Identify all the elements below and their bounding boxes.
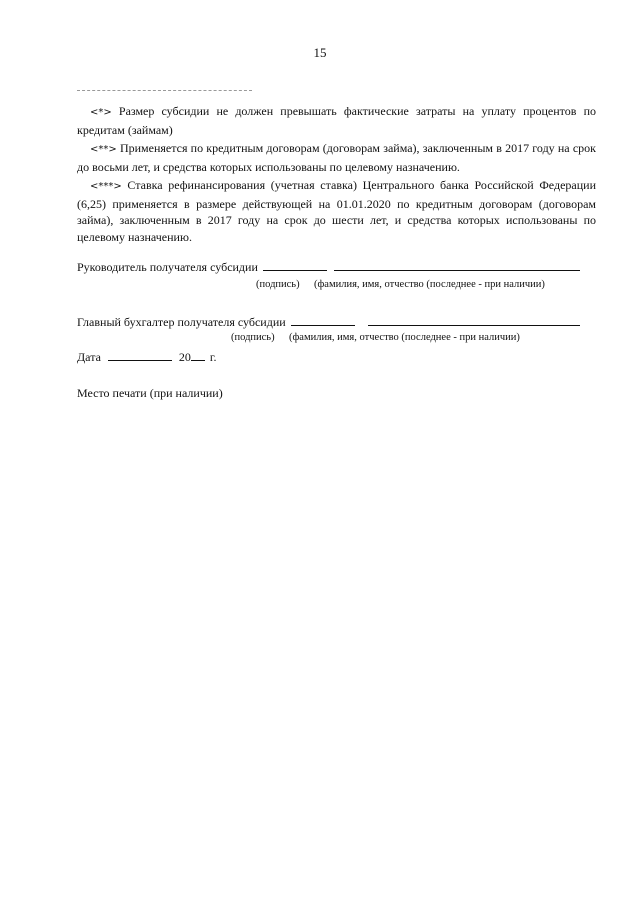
date-year-blank[interactable]: [191, 348, 205, 361]
accountant-signature-blank[interactable]: [291, 313, 355, 326]
footnote-mark: <*>: [90, 107, 112, 118]
date-label: Дата: [77, 350, 101, 364]
footnote-text: Размер субсидии не должен превышать фактические затраты на уплату процентов по кредитам (займам): [77, 104, 596, 137]
date-line: [77, 348, 217, 365]
head-name-blank[interactable]: [334, 258, 580, 271]
footnote-2: [77, 140, 596, 175]
accountant-signature-hint: (подпись): [231, 332, 275, 343]
head-label: Руководитель получателя субсидии: [77, 260, 258, 274]
date-year-prefix: 20: [178, 350, 191, 364]
footnotes: [77, 103, 596, 247]
footnote-mark: <***>: [90, 181, 122, 192]
stamp-place: Место печати (при наличии): [77, 386, 223, 400]
footnote-text: Применяется по кредитным договорам (договорам займа), заключенным в 2017 году на срок до восьми лет, и средства которых использованы по целевому назначению.: [77, 141, 596, 174]
date-year-suffix: г.: [209, 350, 217, 364]
head-signature-hint: (подпись): [256, 279, 300, 290]
accountant-label: Главный бухгалтер получателя субсидии: [77, 315, 286, 329]
head-name-hint: (фамилия, имя, отчество (последнее - при наличии): [314, 279, 545, 290]
head-signature-blank[interactable]: [263, 258, 327, 271]
footnote-separator: [77, 90, 252, 91]
head-signature-line: [77, 258, 580, 275]
accountant-name-hint: (фамилия, имя, отчество (последнее - при наличии): [289, 332, 520, 343]
date-day-month-blank[interactable]: [108, 348, 172, 361]
page-number: 15: [313, 45, 327, 60]
footnote-text: Ставка рефинансирования (учетная ставка) Центрального банка Российской Федерации (6,25) применяется в размере действующей на 01.01.2020 по кредитным договорам (договорам займа), заключенным в 2017 году на срок до шести лет, и средства которых использованы по целевому назначению.: [77, 178, 596, 244]
footnote-1: [77, 103, 596, 138]
footnote-mark: <**>: [90, 144, 117, 155]
accountant-name-blank[interactable]: [368, 313, 580, 326]
footnote-3: [77, 177, 596, 245]
accountant-signature-line: [77, 313, 580, 330]
